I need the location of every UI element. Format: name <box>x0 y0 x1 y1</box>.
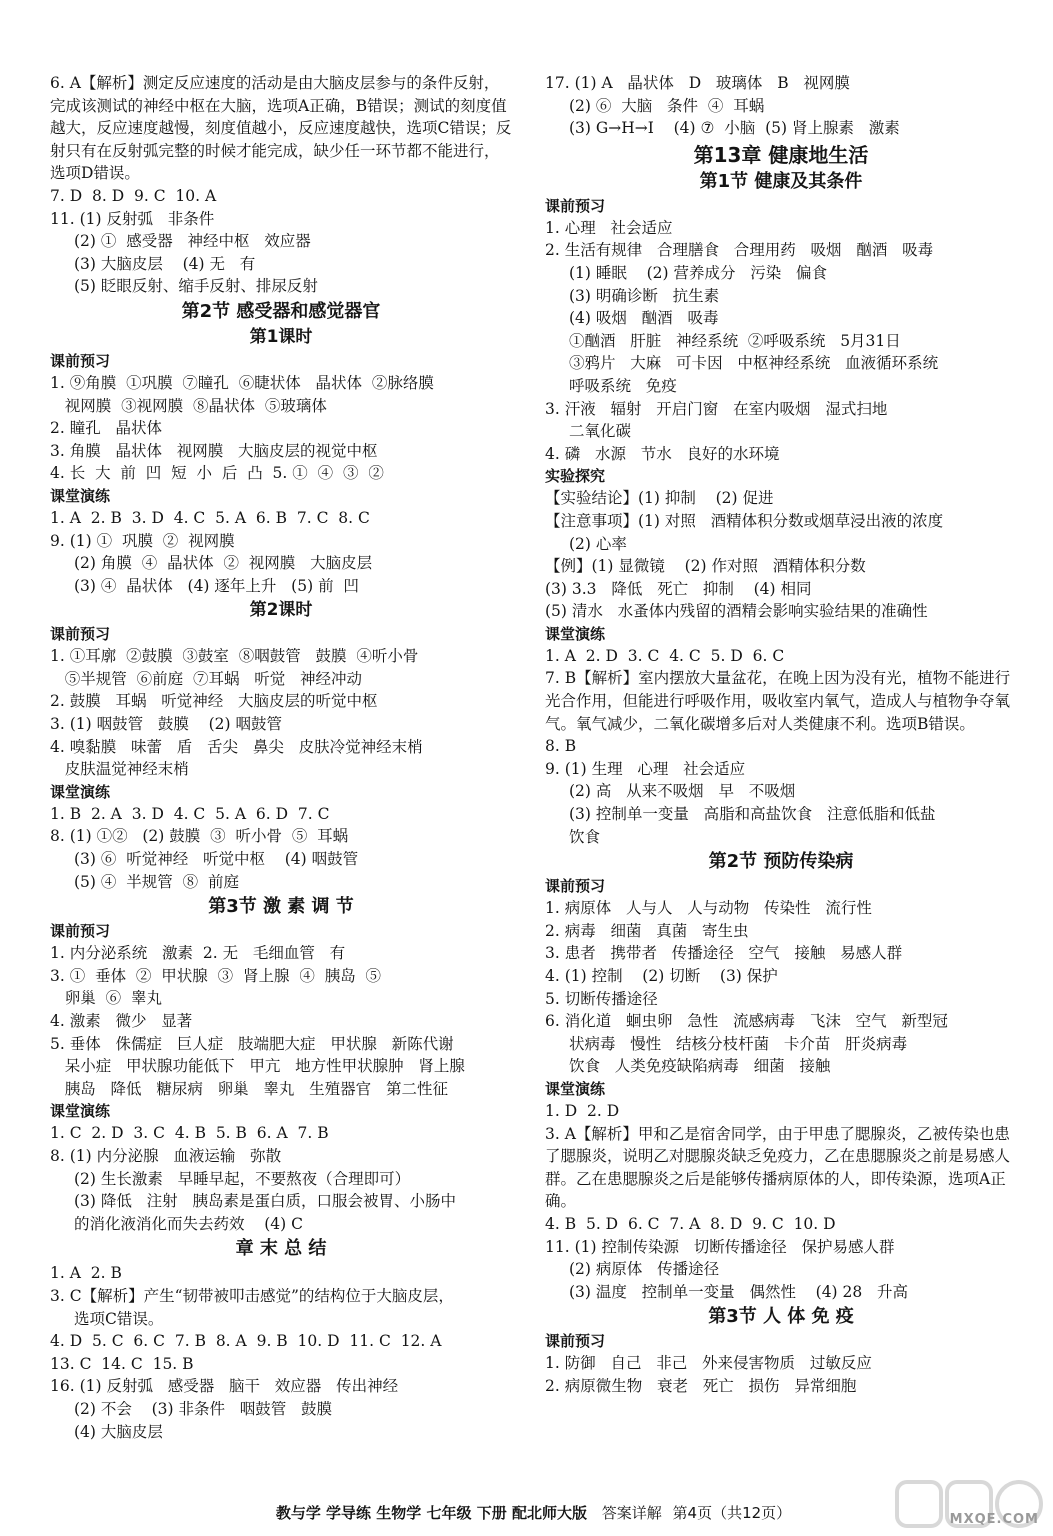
answer-line: 11. (1) 控制传染源 切断传播途径 保护易感人群 <box>545 1237 895 1256</box>
answer-line: 1. D 2. D <box>545 1101 620 1120</box>
left-column <box>50 72 512 1443</box>
answer-line: 1. A 2. B 3. D 4. C 5. A 6. B 7. C 8. C <box>50 508 370 527</box>
answer-line: 2. 病原微生物 衰老 死亡 损伤 异常细胞 <box>545 1376 857 1395</box>
answer-line: 1. 病原体 人与人 人与动物 传染性 流行性 <box>545 899 872 918</box>
answer-line: 5. 垂体 侏儒症 巨人症 肢端肥大症 甲状腺 新陈代谢 <box>50 1034 454 1053</box>
answer-line: 8. (1) 内分泌腺 血液运输 弥散 <box>50 1146 282 1165</box>
answer-line: 1. A 2. B <box>50 1264 122 1283</box>
answer-line: 1. 防御 自己 非己 外来侵害物质 过敏反应 <box>545 1354 872 1373</box>
subsection-label: 课前预习 <box>545 196 606 215</box>
answer-line: 4. 激素 微少 显著 <box>50 1012 193 1030</box>
footer-page-number: 第4页（共12页） <box>672 1504 792 1522</box>
answer-line: (3) 明确诊断 抗生素 <box>569 286 720 305</box>
answer-line: 9. (1) 生理 心理 社会适应 <box>545 759 746 778</box>
answer-line: 二氧化碳 <box>569 422 632 441</box>
subsection-label: 课堂演练 <box>545 1079 606 1098</box>
answer-line: 选项C错误。 <box>74 1309 164 1328</box>
answer-line: (2) 生长激素 早睡早起，不要熬夜（合理即可） <box>74 1169 411 1188</box>
section-heading: 第3节 人 体 免 疫 <box>708 1306 854 1328</box>
footer-answer-label: 答案详解 <box>601 1504 662 1522</box>
right-column <box>545 72 1017 1398</box>
answer-line: 【实验结论】(1) 抑制 (2) 促进 <box>545 489 774 508</box>
section-heading: 第2节 感受器和感觉器官 <box>181 300 381 322</box>
answer-line: (3) 控制单一变量 高脂和高盐饮食 注意低脂和低盐 <box>569 805 936 824</box>
subsection-label: 课前预习 <box>545 877 606 896</box>
answer-line: 4. (1) 控制 (2) 切断 (3) 保护 <box>545 967 778 985</box>
answer-line: 1. ⑨角膜 ①巩膜 ⑦瞳孔 ⑥睫状体 晶状体 ②脉络膜 <box>50 373 434 392</box>
answer-line: 饮食 人类免疫缺陷病毒 细菌 接触 <box>569 1057 831 1076</box>
answer-line: 7. D 8. D 9. C 10. A <box>50 186 217 205</box>
answer-line: (4) 大脑皮层 <box>74 1422 163 1441</box>
answer-line: 1. ①耳廓 ②鼓膜 ③鼓室 ⑧咽鼓管 鼓膜 ④听小骨 <box>50 647 419 666</box>
answer-line: (3) ⑥ 听觉神经 听觉中枢 (4) 咽鼓管 <box>74 850 359 869</box>
subsection-label: 课堂演练 <box>50 782 111 801</box>
answer-line: 8. B <box>545 737 577 756</box>
answer-line: (5) 眨眼反射、缩手反射、排尿反射 <box>74 277 318 296</box>
section-heading: 章 末 总 结 <box>235 1238 327 1260</box>
subsection-label: 实验探究 <box>545 467 606 486</box>
answer-line: 饮食 <box>569 827 601 846</box>
answer-line: 3. C【解析】产生“韧带被叩击感觉”的结构位于大脑皮层， <box>50 1286 454 1305</box>
answer-line: (2) 不会 (3) 非条件 咽鼓管 鼓膜 <box>74 1399 333 1418</box>
subsection-label: 课前预习 <box>50 625 111 644</box>
answer-line: (2) 角膜 ④ 晶状体 ② 视网膜 大脑皮层 <box>74 554 373 573</box>
subsection-label: 课堂演练 <box>50 486 111 505</box>
answer-line: 3. 患者 携带者 传播途径 空气 接触 易感人群 <box>545 944 903 963</box>
answer-line: 2. 生活有规律 合理膳食 合理用药 吸烟 酗酒 吸毒 <box>545 241 934 260</box>
answer-line: 9. (1) ① 巩膜 ② 视网膜 <box>50 531 235 550</box>
watermark-text: MXQE.COM <box>949 1512 1039 1527</box>
answer-line: ①酗酒 肝脏 神经系统 ②呼吸系统 5月31日 <box>569 331 901 350</box>
answer-line: 胰岛 降低 糖尿病 卵巢 睾丸 生殖器官 第二性征 <box>50 1079 448 1098</box>
answer-line: ③鸦片 大麻 可卡因 中枢神经系统 血液循环系统 <box>569 354 939 373</box>
answer-line: (3) 温度 控制单一变量 偶然性 (4) 28 升高 <box>569 1282 909 1301</box>
answer-line: 17. (1) A 晶状体 D 玻璃体 B 视网膜 <box>545 74 850 92</box>
answer-line: 4. B 5. D 6. C 7. A 8. D 9. C 10. D <box>545 1214 836 1233</box>
answer-line: 1. 心理 社会适应 <box>545 218 673 237</box>
answer-line: 4. 磷 水源 节水 良好的水环境 <box>545 444 780 463</box>
answer-line: 视网膜 ③视网膜 ⑧晶状体 ⑤玻璃体 <box>50 396 327 415</box>
answer-line: 11. (1) 反射弧 非条件 <box>50 209 215 228</box>
page-footer <box>50 1503 1017 1523</box>
answer-line: 2. 鼓膜 耳蜗 听觉神经 大脑皮层的听觉中枢 <box>50 692 378 711</box>
answer-line: (3) 大脑皮层 (4) 无 有 <box>74 254 256 273</box>
footer-book-title: 教与学 学导练 生物学 七年级 下册 配北师大版 <box>275 1504 587 1522</box>
answer-line: 1. A 2. D 3. C 4. C 5. D 6. C <box>545 646 785 665</box>
answer-line: (3) G→H→I (4) ⑦ 小脑 (5) 肾上腺素 激素 <box>569 119 900 138</box>
answer-line: (1) 睡眠 (2) 营养成分 污染 偏食 <box>569 263 828 282</box>
answer-line: (3) 降低 注射 胰岛素是蛋白质，口服会被胃、小肠中 <box>74 1192 456 1211</box>
answer-line: 3. 角膜 晶状体 视网膜 大脑皮层的视觉中枢 <box>50 441 378 460</box>
subsection-label: 课堂演练 <box>545 624 606 643</box>
answer-line: 8. (1) ①② (2) 鼓膜 ③ 听小骨 ⑤ 耳蜗 <box>50 827 349 846</box>
answer-paragraph: 6. A【解析】测定反应速度的活动是由大脑皮层参与的条件反射，完成该测试的神经中枢在大脑，选项A正确，B错误；测试的刻度值越大，反应速度越慢，刻度值越小，反应速度越快，选项C错误；反射只有在反射弧完整的时候才能完成，缺少任一环节都不能进行，选项D错误。 <box>50 74 512 183</box>
answer-line: (2) 病原体 传播途径 <box>569 1260 720 1279</box>
answer-line: (4) 吸烟 酗酒 吸毒 <box>569 309 719 328</box>
answer-line: 状病毒 慢性 结核分枝杆菌 卡介苗 肝炎病毒 <box>569 1034 908 1053</box>
answer-line: (2) 高 从来不吸烟 早 不吸烟 <box>569 782 796 801</box>
subsection-label: 课前预习 <box>50 351 111 370</box>
answer-line: 1. 内分泌系统 激素 2. 无 毛细血管 有 <box>50 944 346 963</box>
answer-line: 呼吸系统 免疫 <box>569 376 677 395</box>
answer-line: (2) 心率 <box>569 534 627 553</box>
subsection-label: 课前预习 <box>50 922 111 941</box>
lesson-heading: 第2课时 <box>249 600 313 621</box>
answer-line: 皮肤温觉神经末梢 <box>50 760 189 779</box>
section-heading: 第2节 预防传染病 <box>708 851 854 873</box>
answer-line: 13. C 14. C 15. B <box>50 1354 194 1373</box>
section-heading: 第3节 激 素 调 节 <box>208 896 354 918</box>
answer-line: 4. D 5. C 6. C 7. B 8. A 9. B 10. D 11. C 12. A <box>50 1332 442 1351</box>
answer-line: 4. 长 大 前 凹 短 小 后 凸 5. ① ④ ③ ② <box>50 464 384 483</box>
answer-line: 2. 瞳孔 晶状体 <box>50 419 162 438</box>
answer-line: 6. 消化道 蛔虫卵 急性 流感病毒 飞沫 空气 新型冠 <box>545 1012 948 1031</box>
answer-line: 2. 病毒 细菌 真菌 寄生虫 <box>545 921 749 940</box>
answer-paragraph: 7. B【解析】室内摆放大量盆花，在晚上因为没有光，植物不能进行光合作用，但能进行呼吸作用，吸收室内氧气，造成人与植物争夺氧气。氧气减少，二氧化碳增多后对人类健康不利。选项B错误。 <box>545 669 1011 733</box>
answer-line: 【注意事项】(1) 对照 酒精体积分数或烟草浸出液的浓度 <box>545 511 944 530</box>
answer-paragraph: 3. A【解析】甲和乙是宿舍同学，由于甲患了腮腺炎，乙被传染也患了腮腺炎，说明乙对腮腺炎缺乏免疫力，乙在患腮腺炎之前是易感人群。乙在患腮腺炎之后是能够传播病原体的人，即传染源，选项A正确。 <box>545 1124 1011 1211</box>
answer-line: 的消化液消化而失去药效 (4) C <box>74 1214 303 1233</box>
section-heading: 第1节 健康及其条件 <box>699 170 863 192</box>
answer-line: (2) ① 感受器 神经中枢 效应器 <box>74 232 311 251</box>
answer-line: 1. C 2. D 3. C 4. B 5. B 6. A 7. B <box>50 1124 329 1143</box>
answer-line: ⑤半规管 ⑥前庭 ⑦耳蜗 听觉 神经冲动 <box>50 669 363 688</box>
answer-line: 3. 汗液 辐射 开启门窗 在室内吸烟 湿式扫地 <box>545 399 888 418</box>
subsection-label: 课堂演练 <box>50 1102 111 1121</box>
answer-line: (5) ④ 半规管 ⑧ 前庭 <box>74 872 239 891</box>
subsection-label: 课前预习 <box>545 1332 606 1351</box>
answer-line: 卵巢 ⑥ 睾丸 <box>50 989 162 1008</box>
answer-line: 3. (1) 咽鼓管 鼓膜 (2) 咽鼓管 <box>50 715 282 734</box>
answer-line: 4. 嗅黏膜 味蕾 盾 舌尖 鼻尖 皮肤冷觉神经末梢 <box>50 737 423 756</box>
lesson-heading: 第1课时 <box>249 326 313 347</box>
answer-line: (2) ⑥ 大脑 条件 ④ 耳蜗 <box>569 96 765 115</box>
answer-line: (5) 清水 水蚤体内残留的酒精会影响实验结果的准确性 <box>545 602 928 621</box>
answer-line: 【例】(1) 显微镜 (2) 作对照 酒精体积分数 <box>545 557 866 576</box>
answer-line: 5. 切断传播途径 <box>545 989 658 1008</box>
answer-line: 1. B 2. A 3. D 4. C 5. A 6. D 7. C <box>50 804 330 823</box>
answer-line: 呆小症 甲状腺功能低下 甲亢 地方性甲状腺肿 肾上腺 <box>50 1057 465 1076</box>
answer-line: (3) 3.3 降低 死亡 抑制 (4) 相同 <box>545 579 812 598</box>
chapter-heading: 第13章 健康地生活 <box>693 142 869 167</box>
answer-line: (3) ④ 晶状体 (4) 逐年上升 (5) 前 凹 <box>74 576 359 595</box>
answer-line: 16. (1) 反射弧 感受器 脑干 效应器 传出神经 <box>50 1377 399 1396</box>
answer-line: 3. ① 垂体 ② 甲状腺 ③ 肾上腺 ④ 胰岛 ⑤ <box>50 966 382 985</box>
